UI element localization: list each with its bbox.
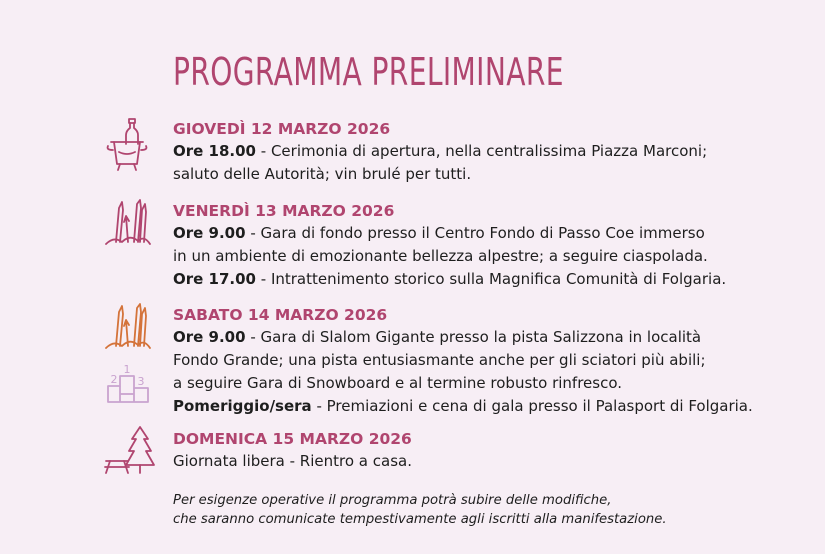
- schedule-line: Ore 9.00 - Gara di fondo presso il Centro Fondo di Passo Coe immerso: [173, 224, 705, 242]
- day-block-saturday: [173, 304, 753, 418]
- podium-label-1: 1: [123, 363, 131, 376]
- day-title: VENERDÌ 13 MARZO 2026: [173, 202, 395, 220]
- podium-icon: [104, 358, 152, 406]
- champagne-bucket-icon: [105, 118, 151, 172]
- schedule-line: Fondo Grande; una pista entusiasmante anche per gli sciatori più abili;: [173, 351, 706, 369]
- day-title: DOMENICA 15 MARZO 2026: [173, 430, 412, 448]
- disclaimer-note: Per esigenze operative il programma potrà subire delle modifiche, che saranno comunicate tempestivamente agli iscritti alla manifestazione.: [173, 493, 667, 527]
- day-block-friday: [173, 200, 726, 291]
- day-title: SABATO 14 MARZO 2026: [173, 306, 388, 324]
- schedule-line: Giornata libera - Rientro a casa.: [173, 452, 412, 470]
- schedule-line: Ore 18.00 - Cerimonia di apertura, nella centralissima Piazza Marconi;: [173, 142, 708, 160]
- schedule-line: Ore 9.00 - Gara di Slalom Gigante presso la pista Salizzona in località: [173, 328, 702, 346]
- schedule-line: a seguire Gara di Snowboard e al termine robusto rinfresco.: [173, 374, 623, 392]
- podium-label-3: 3: [137, 375, 145, 388]
- day-block-thursday: [173, 118, 707, 186]
- day-title: GIOVEDÌ 12 MARZO 2026: [173, 120, 391, 138]
- tree-picnic-icon: [104, 425, 156, 475]
- skis-icon: [104, 302, 152, 352]
- page-title: PROGRAMMA PRELIMINARE: [173, 50, 564, 94]
- schedule-line: Ore 17.00 - Intrattenimento storico sulla Magnifica Comunità di Folgaria.: [173, 270, 727, 288]
- schedule-line: Pomeriggio/sera - Premiazioni e cena di gala presso il Palasport di Folgaria.: [173, 397, 753, 415]
- day-block-sunday: [173, 428, 412, 473]
- podium-label-2: 2: [110, 373, 118, 386]
- schedule-line: saluto delle Autorità; vin brulé per tutti.: [173, 165, 472, 183]
- skis-icon: [104, 198, 152, 248]
- schedule-line: in un ambiente di emozionante bellezza alpestre; a seguire ciaspolada.: [173, 247, 708, 265]
